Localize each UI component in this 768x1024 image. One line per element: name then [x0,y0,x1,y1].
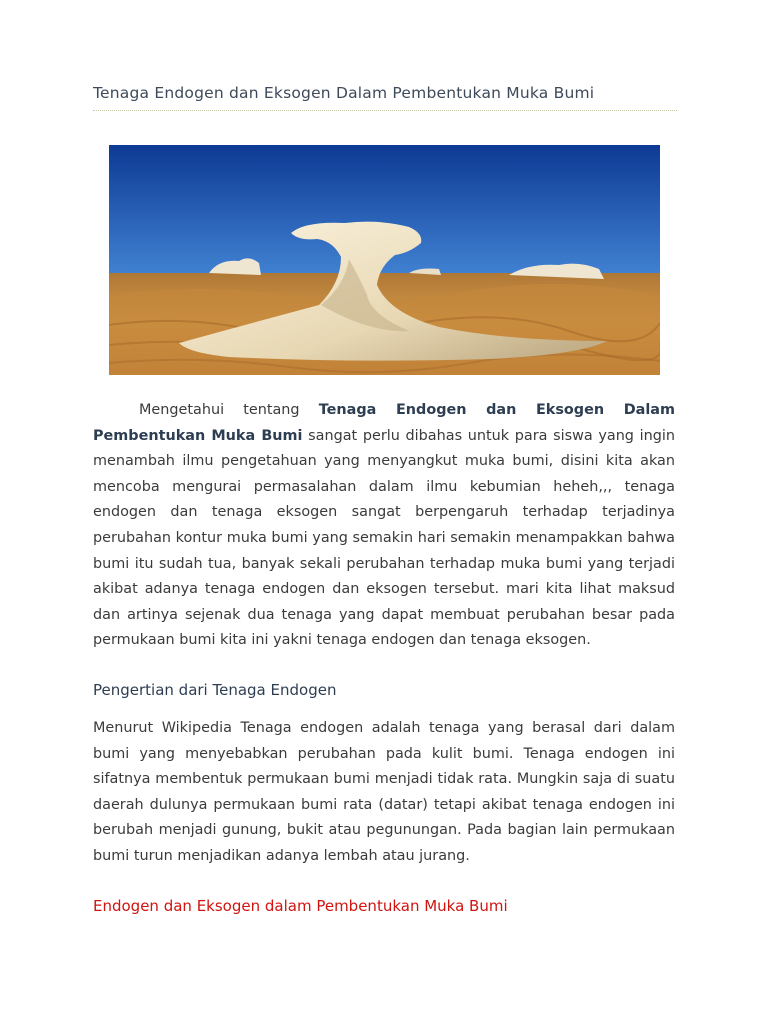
section-heading-red: Endogen dan Eksogen dalam Pembentukan Muka Bumi [93,897,508,915]
intro-body: sangat perlu dibahas untuk para siswa yang ingin menambah ilmu pengetahuan yang menyangkut muka bumi, disini kita akan mencoba mengurai permasalahan dalam ilmu kebumian heheh,,, tenaga endogen dan tenaga eksogen sangat berpengaruh terhadap terjadinya perubahan kontur muka bumi yang semakin hari semakin menampakkan bahwa bumi itu sudah tua, banyak sekali perubahan terhadap muka bumi yang terjadi akibat adanya tenaga endogen dan eksogen tersebut. mari kita lihat maksud dan artinya sejenak dua tenaga yang dapat membuat perubahan besar pada permukaan bumi kita ini yakni tenaga endogen dan tenaga eksogen. [93,427,675,649]
section-heading-endogen: Pengertian dari Tenaga Endogen [93,681,337,699]
intro-highlight: Tenaga Endogen dan Eksogen Dalam Pembentukan Muka Bumi [93,402,675,444]
article-title: Tenaga Endogen dan Eksogen Dalam Pembentukan Muka Bumi [93,84,595,102]
endogen-paragraph: Menurut Wikipedia Tenaga endogen adalah tenaga yang berasal dari dalam bumi yang menyebabkan perubahan pada kulit bumi. Tenaga endogen ini sifatnya membentuk permukaan bumi menjadi tidak rata. Mungkin saja di suatu daerah dulunya permukaan bumi rata (datar) tetapi akibat tenaga endogen ini berubah menjadi gunung, bukit atau pegunungan. Pada bagian lain permukaan bumi turun menjadikan adanya lembah atau jurang. [93,720,675,864]
intro-lead: Mengetahui tentang [139,402,300,418]
intro-paragraph [93,398,675,654]
title-divider [93,110,677,111]
article-photo [109,145,660,375]
white-desert-rock-icon [109,145,660,375]
